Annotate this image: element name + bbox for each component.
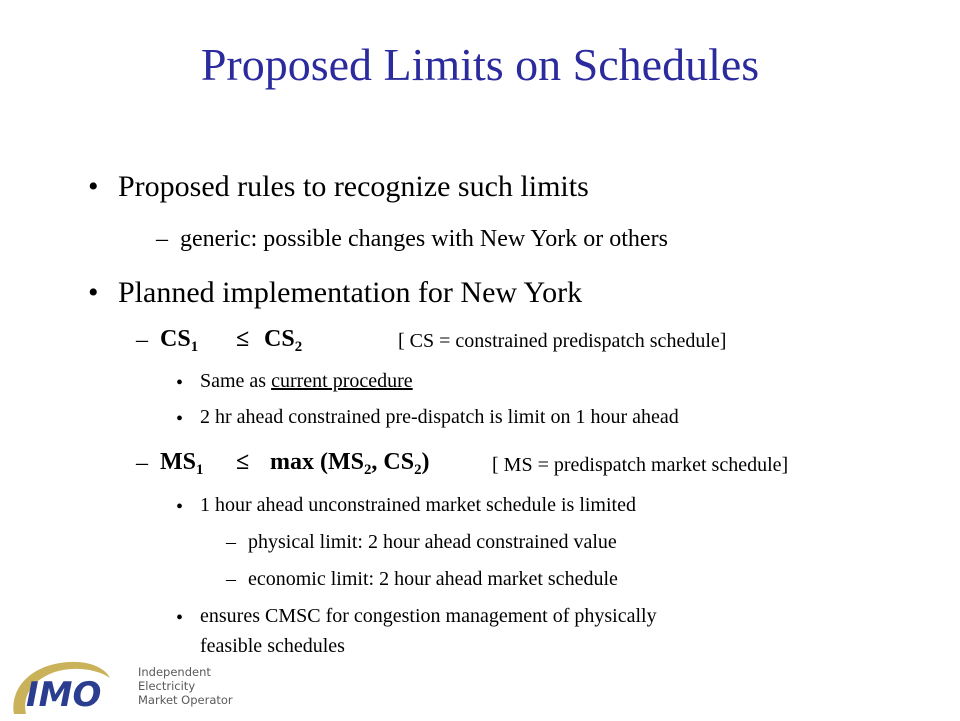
dash-marker: – xyxy=(226,568,236,590)
cs-rhs-sub: 2 xyxy=(294,339,303,356)
logo-line-2: Electricity xyxy=(138,679,196,693)
bullet-marker: • xyxy=(176,372,184,394)
ms-rule-note: [ MS = predispatch market schedule] xyxy=(492,454,789,476)
ms-arg2-sub: 2 xyxy=(414,462,422,479)
cs-rule-formula xyxy=(160,326,198,356)
ms-subitem-text: economic limit: 2 hour ahead market schedule xyxy=(248,568,618,590)
dash-marker: – xyxy=(156,226,168,252)
cs-rule-rhs xyxy=(264,326,302,356)
ms-rule-rhs xyxy=(270,449,430,479)
ms-mid: , CS xyxy=(371,449,415,475)
cs-item-prefix: Same as xyxy=(200,370,272,392)
logo-line-1: Independent xyxy=(138,665,211,679)
cs-rule-operator: ≤ xyxy=(236,326,250,352)
cs-lhs: CS xyxy=(160,326,191,352)
cs-item-text xyxy=(200,370,413,393)
bullet-marker: • xyxy=(176,496,184,518)
logo-letters: IMO xyxy=(26,675,102,715)
bullet-text: Planned implementation for New York xyxy=(118,276,583,309)
ms-close: ) xyxy=(421,449,430,475)
bullet-marker: • xyxy=(88,276,99,309)
ms-item-text: 1 hour ahead unconstrained market schedule is limited xyxy=(200,494,636,516)
bullet-marker: • xyxy=(176,408,184,430)
imo-logo xyxy=(6,654,246,716)
ms-rule-formula xyxy=(160,449,203,479)
imo-logo-graphic xyxy=(6,654,246,716)
ms-lhs-sub: 1 xyxy=(196,462,204,479)
bullet-marker: • xyxy=(88,170,99,203)
slide-title: Proposed Limits on Schedules xyxy=(200,39,760,90)
sub-bullet-text: generic: possible changes with New York or others xyxy=(180,226,668,252)
ms-item-text: ensures CMSC for congestion management of physically xyxy=(200,605,657,627)
ms-rule-operator: ≤ xyxy=(236,449,250,475)
ms-lhs: MS xyxy=(160,449,196,475)
cs-item-underlined: current procedure xyxy=(271,370,413,392)
cs-rule-note: [ CS = constrained predispatch schedule] xyxy=(398,330,727,352)
cs-rhs: CS xyxy=(264,326,295,352)
ms-arg1-sub: 2 xyxy=(363,462,372,479)
dash-marker: – xyxy=(226,531,236,553)
ms-subitem-text: physical limit: 2 hour ahead constrained value xyxy=(248,531,617,553)
bullet-marker: • xyxy=(176,607,184,629)
ms-fn: max (MS xyxy=(270,449,364,475)
ms-item-text-cont: feasible schedules xyxy=(200,635,345,657)
bullet-text: Proposed rules to recognize such limits xyxy=(118,170,589,203)
dash-marker: – xyxy=(136,450,148,476)
cs-item-text: 2 hr ahead constrained pre-dispatch is limit on 1 hour ahead xyxy=(200,406,679,428)
logo-line-3: Market Operator xyxy=(138,693,233,707)
cs-lhs-sub: 1 xyxy=(190,339,199,356)
dash-marker: – xyxy=(136,327,148,353)
